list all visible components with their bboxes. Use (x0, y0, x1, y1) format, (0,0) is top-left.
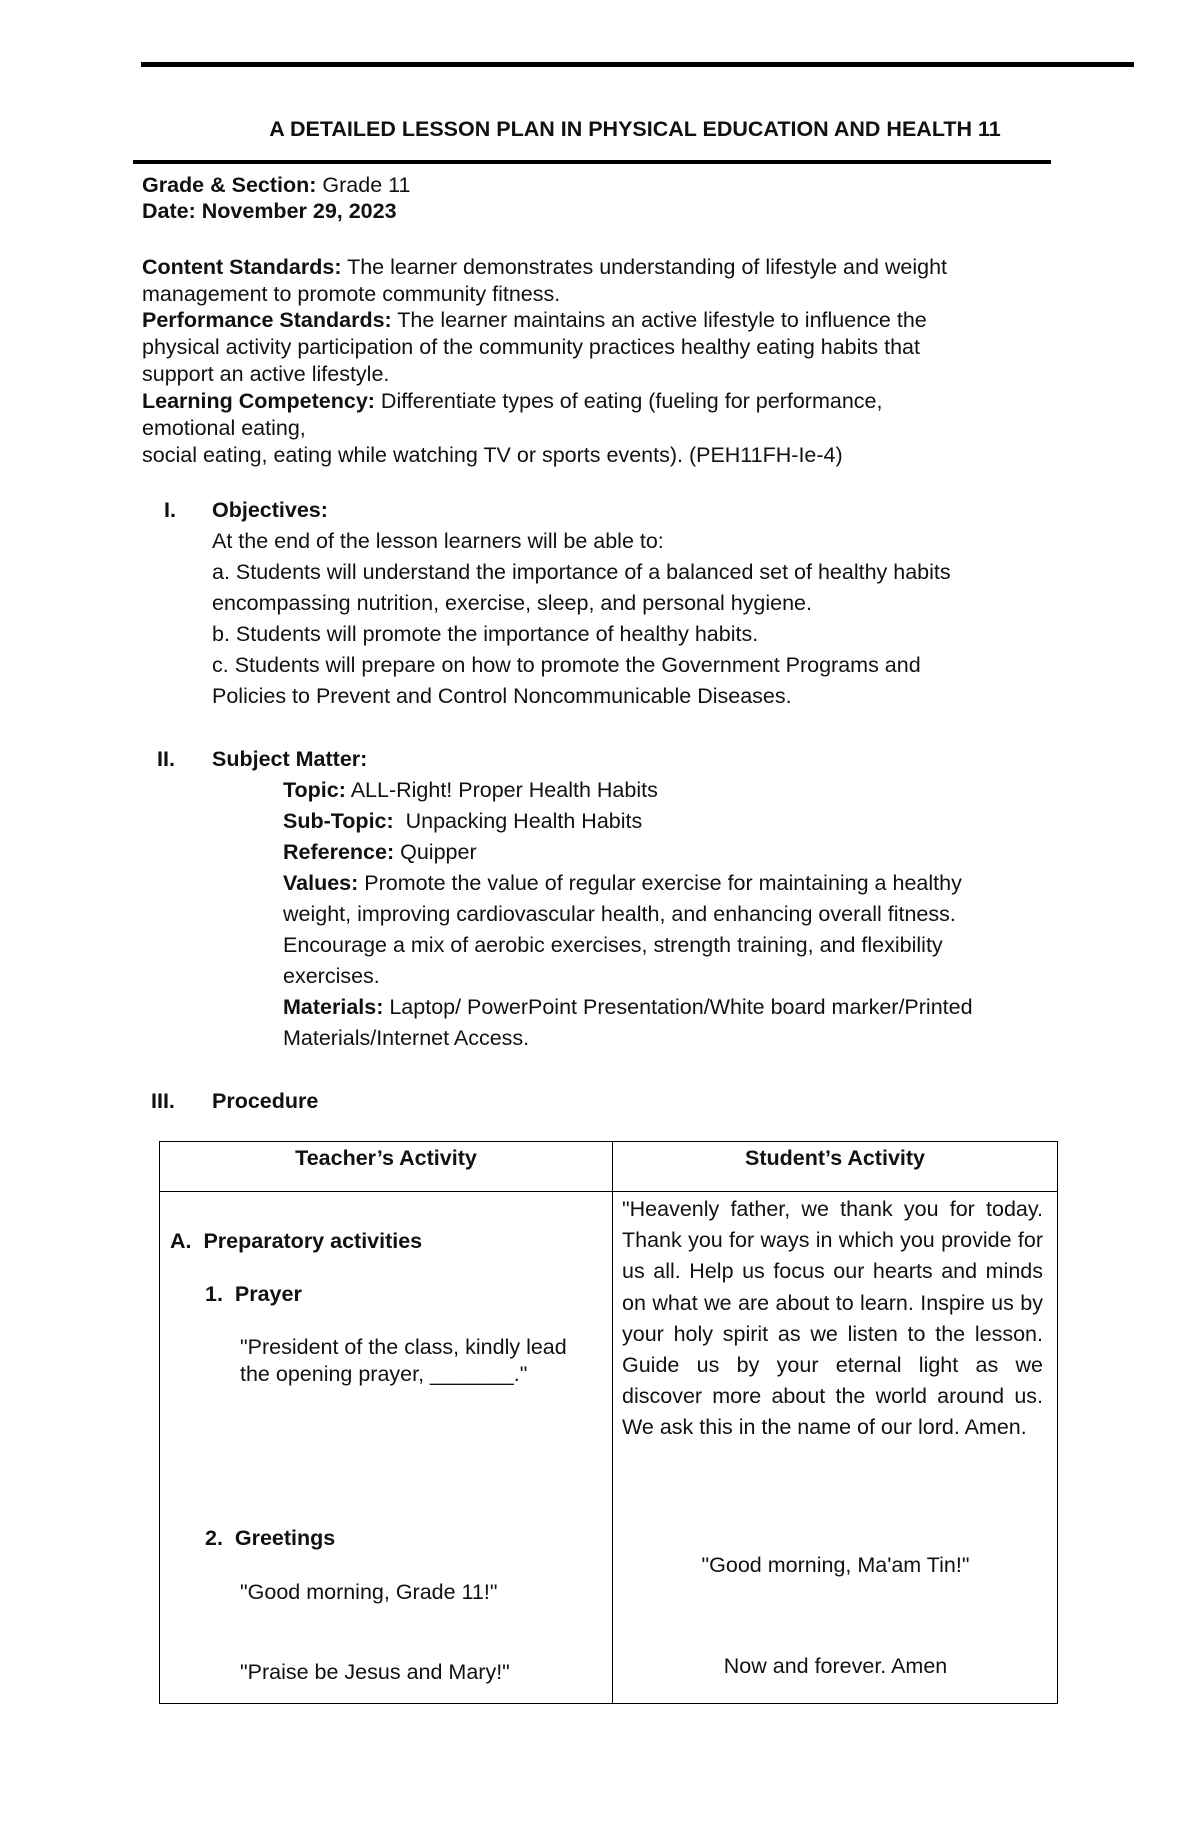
subject-matter-heading: Subject Matter: (212, 747, 368, 771)
content-standards-line2: management to promote community fitness. (142, 282, 561, 306)
values-line1 (283, 870, 962, 897)
subtopic-label: Sub-Topic: (283, 809, 394, 833)
reference-value: Quipper (394, 840, 477, 864)
procedure-table (159, 1141, 1058, 1704)
values-line3: Encourage a mix of aerobic exercises, strength training, and flexibility (283, 933, 943, 957)
date-label: Date: (142, 199, 196, 223)
page-title: A DETAILED LESSON PLAN IN PHYSICAL EDUCATION AND HEALTH 11 (269, 117, 1001, 141)
subtopic-value: Unpacking Health Habits (393, 809, 643, 833)
praise-teacher-line: "Praise be Jesus and Mary!" (240, 1660, 510, 1684)
objective-line: a. Students will understand the importance of a balanced set of healthy habits (212, 560, 951, 584)
content-standards-label: Content Standards: (142, 255, 342, 279)
learning-competency-line1 (142, 388, 882, 415)
topic-value: ALL-Right! Proper Health Habits (345, 778, 658, 802)
topic-line (283, 777, 658, 804)
learning-competency-text1: Differentiate types of eating (fueling for performance, (374, 389, 883, 413)
reference-label: Reference: (283, 840, 395, 864)
learning-competency-line2: emotional eating, (142, 416, 306, 440)
values-text1: Promote the value of regular exercise for maintaining a healthy (358, 871, 962, 895)
procedure-numeral: III. (151, 1089, 175, 1113)
learning-competency-label: Learning Competency: (142, 389, 375, 413)
date-value: November 29, 2023 (195, 199, 397, 223)
objectives-heading: Objectives: (212, 498, 328, 522)
subject-matter-numeral: II. (157, 747, 175, 771)
materials-label: Materials: (283, 995, 384, 1019)
values-line4: exercises. (283, 964, 380, 988)
objectives-intro: At the end of the lesson learners will be able to: (212, 529, 664, 553)
objective-line: c. Students will prepare on how to promote the Government Programs and (212, 653, 921, 677)
subtopic-line (283, 808, 642, 835)
student-activity-header: Student’s Activity (613, 1142, 1058, 1192)
objective-line: encompassing nutrition, exercise, sleep, and personal hygiene. (212, 591, 812, 615)
content-standards-line1 (142, 254, 947, 281)
table-row (160, 1192, 1058, 1704)
reference-line (283, 839, 477, 866)
date-line (142, 198, 397, 225)
teacher-activity-header: Teacher’s Activity (160, 1142, 613, 1192)
prayer-instruction-line2: the opening prayer, _______." (240, 1362, 528, 1386)
objective-line: Policies to Prevent and Control Noncommunicable Diseases. (212, 684, 792, 708)
materials-text1: Laptop/ PowerPoint Presentation/White board marker/Printed (383, 995, 973, 1019)
performance-standards-label: Performance Standards: (142, 308, 392, 332)
greetings-heading: 2. Greetings (205, 1526, 336, 1550)
values-label: Values: (283, 871, 359, 895)
objective-line: b. Students will promote the importance of healthy habits. (212, 622, 759, 646)
procedure-heading: Procedure (212, 1089, 319, 1113)
topic-label: Topic: (283, 778, 346, 802)
student-prayer-text: "Heavenly father, we thank you for today. Thank you for ways in which you provide for us all. Help us focus our hearts and minds on what we are about to learn. Inspire us by your holy spirit as we listen to the lesson. Guide us by your eternal light as we discover more about the world around us. We ask this in the name of our lord. Amen. (622, 1197, 1043, 1440)
grade-section-label: Grade & Section: (142, 173, 317, 197)
materials-line2: Materials/Internet Access. (283, 1026, 530, 1050)
performance-standards-line1 (142, 307, 927, 334)
grade-section-line (142, 172, 410, 199)
title-rule (133, 160, 1051, 164)
values-line2: weight, improving cardiovascular health, and enhancing overall fitness. (283, 902, 956, 926)
materials-line1 (283, 994, 973, 1021)
student-greeting-reply: "Good morning, Ma'am Tin!" (701, 1553, 970, 1577)
performance-standards-line3: support an active lifestyle. (142, 362, 390, 386)
grade-section-value: Grade 11 (316, 173, 411, 197)
performance-standards-text1: The learner maintains an active lifestyle to influence the (391, 308, 927, 332)
objectives-numeral: I. (164, 498, 176, 522)
student-amen-reply: Now and forever. Amen (723, 1654, 948, 1678)
teacher-activity-cell (160, 1192, 613, 1704)
performance-standards-line2: physical activity participation of the community practices healthy eating habits that (142, 335, 920, 359)
learning-competency-line3: social eating, eating while watching TV or sports events). (PEH11FH-Ie-4) (142, 443, 843, 467)
prayer-heading: 1. Prayer (205, 1282, 302, 1306)
prayer-instruction-line1: "President of the class, kindly lead (240, 1335, 567, 1359)
table-header-row (160, 1142, 1058, 1192)
content-standards-text1: The learner demonstrates understanding of lifestyle and weight (341, 255, 948, 279)
student-activity-cell (613, 1192, 1058, 1704)
preparatory-activities-heading: A. Preparatory activities (170, 1229, 423, 1253)
greeting-teacher-line: "Good morning, Grade 11!" (240, 1580, 498, 1604)
top-rule (141, 62, 1134, 67)
